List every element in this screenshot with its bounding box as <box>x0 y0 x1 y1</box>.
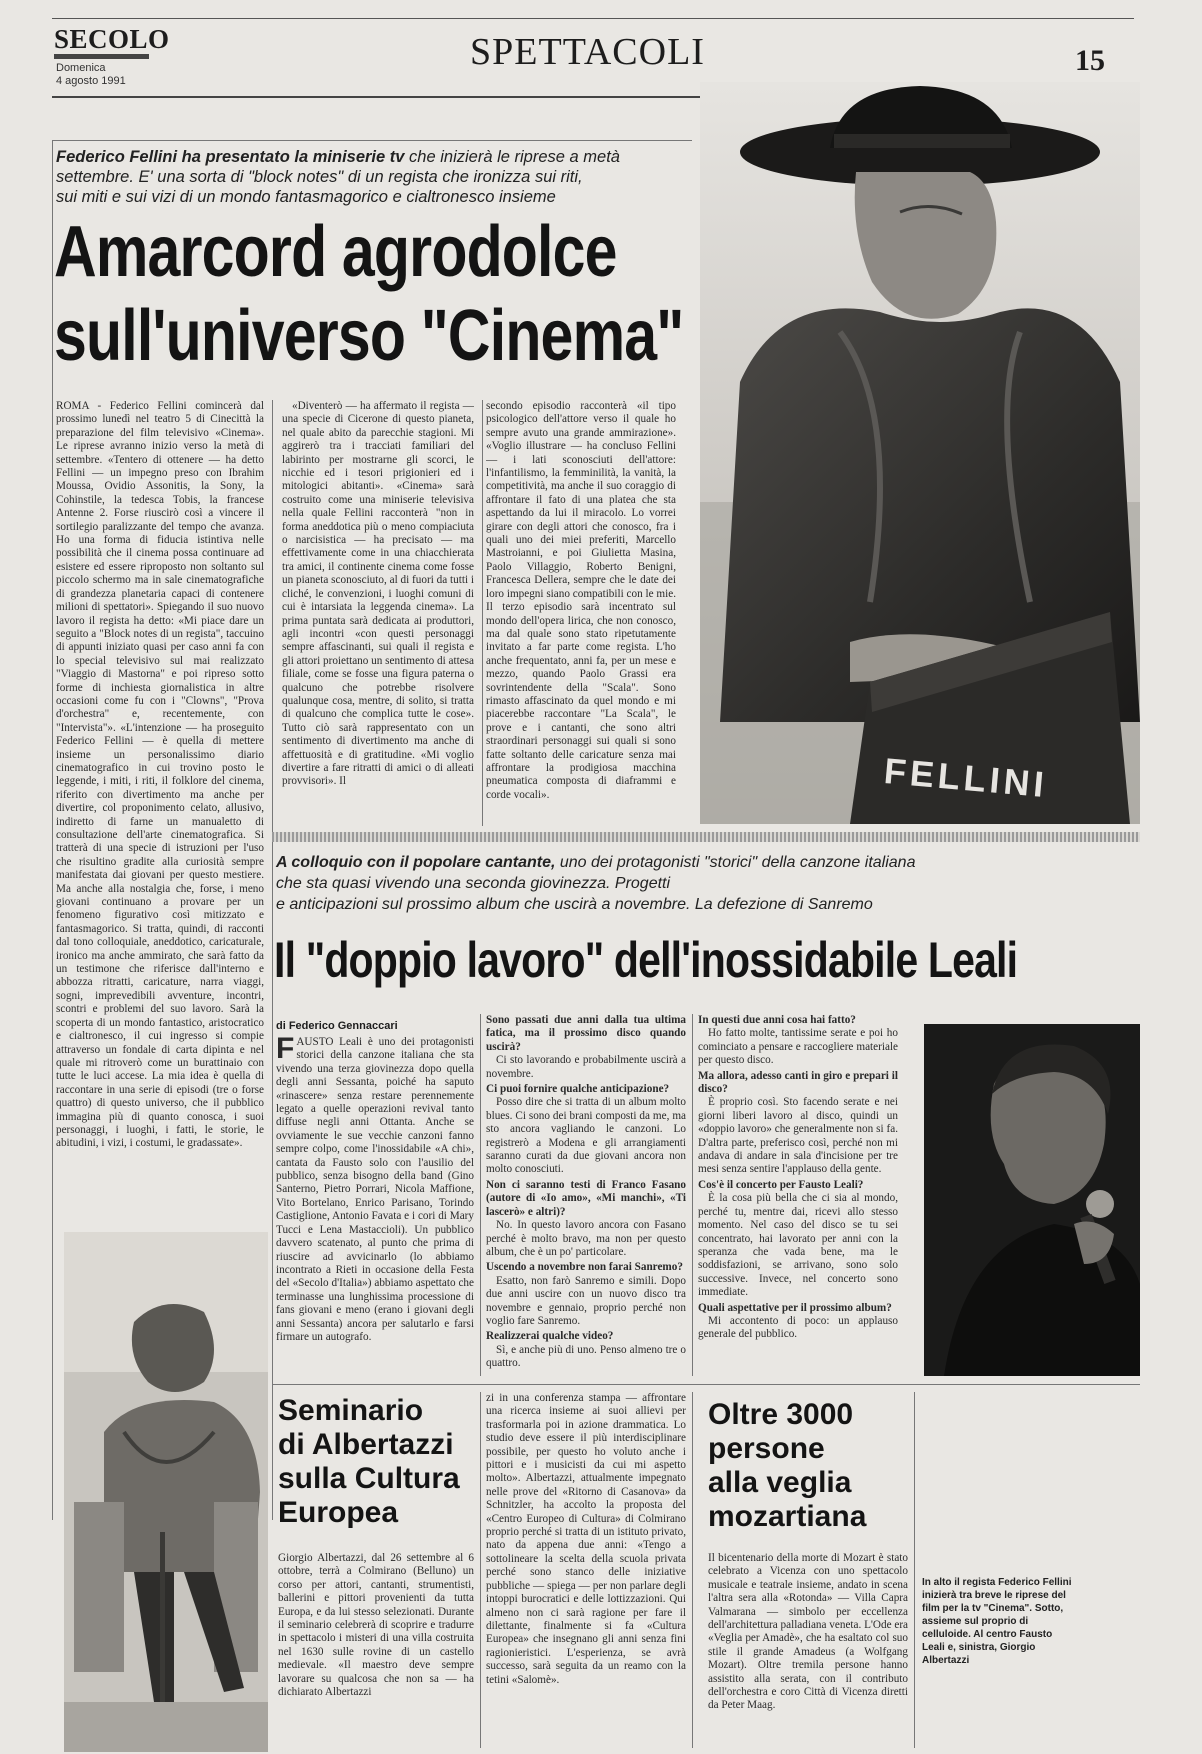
column-rule-1 <box>272 400 273 1520</box>
article3-headline-line4: Europea <box>278 1496 399 1529</box>
article2-question2: Ci puoi fornire qualche anticipazione? <box>486 1083 670 1096</box>
article2-column1 <box>276 1036 474 1376</box>
article2-column1-text: AUSTO Leali è uno dei protagonisti storici della canzone italiana che sta vivendo una terza giovinezza dopo quella degli anni Sessanta, poiché ha saputo «rinascere» senza restare perennemente legato a quelle operazioni revival tanto diffuse negli anni Ottanta. Anche se ovviamente le sue vecchie canzoni fanno sempre colpo, come l'inossidabile «A chi», cantata da Fausto solo con l'ausilio del pubblico, senza bisogno della band (Gino Santerno, Pietro Porrari, Nicola Maffione, Vito Bortelano, Enrico Parisano, Torindo Castiglione, Antonio Favata e i cori di Mary Tucci e Lena Mastaccioli). Un pubblico davvero scatenato, al punto che prima di riuscire ad avvicinarlo (lo abbiamo incontrato a Rieti in occasione della Festa del «Secolo d'Italia») abbiamo aspettato che terminasse una lunghissima processione di fans giovani e meno (erano i giovani degli anni Sessanta) ancora per salutarlo e farsi firmare un autografo. <box>276 1036 474 1343</box>
article1-column1 <box>56 400 264 1340</box>
article2-answer5: Sì, e anche più di uno. Penso almeno tre o quattro. <box>486 1343 686 1370</box>
article2-top-bar <box>272 832 1140 842</box>
article1-kicker-line3: sui miti e sui vizi di un mondo fantasmagorico e cialtronesco insieme <box>56 188 556 206</box>
article3-column1 <box>278 1552 474 1748</box>
date: 4 agosto 1991 <box>56 75 126 87</box>
article4-headline-line4: mozartiana <box>708 1500 867 1533</box>
article3-headline-line1: Seminario <box>278 1394 424 1427</box>
article1-headline-line1: Amarcord agrodolce <box>54 212 617 292</box>
article1-column3 <box>486 400 676 826</box>
article2-question1: Sono passati due anni dalla tua ultima fatica, ma il prossimo disco quando uscirà? <box>486 1014 686 1053</box>
article1-kicker-line1 <box>56 148 696 167</box>
article2-question7: Ma allora, adesso canti in giro e prepari il disco? <box>698 1069 898 1096</box>
leali-photo <box>924 1024 1140 1376</box>
article4-headline-line3: alla veglia <box>708 1466 852 1499</box>
article1-kicker-rest: che inizierà le riprese a metà <box>404 148 620 166</box>
article1-column2-text: «Diventerò — ha affermato il regista — una specie di Cicerone di questo pianeta, nel quale abito da parecchie stagioni. Mi aggirerò tra i tracciati familiari del labirinto per mostrarne gli scorci, le nicchie ed i tesori prigionieri ed i mitologici abitanti». «Cinema» sarà costruito come una miniserie televisiva nella quale Fellini racconterà "non in forma aneddotica più o meno compiaciuta o narcisistica — ha precisato — ma effettivamente come in una chiacchierata tra amici, il continente cinema come fosse un pianeta sconosciuto, al di fuori da tutti i cliché, le convenzioni, i luoghi comuni di cui è intarsiata la leggenda cinema». La prima puntata sarà dedicata ai produttori, agli incontri «con questi personaggi sempre affascinanti, sui quali il regista e gli attori proiettano un sentimento di attesa filiale, come se fosse una figura paterna o qualcuno che potrebbe risolvere qualunque cosa, mentre, di solito, si tratta di qualcuno che complica tutte le cose». Tutto ciò sarà rappresentato con un sentimento di divertimento ma anche di affettuosità e di gratitudine. «Mi voglio divertire a fare ritratti di amici o di alleati provvisori». Il <box>282 400 474 788</box>
article2-question6: In questi due anni cosa hai fatto? <box>698 1014 856 1026</box>
article2-dropcap: F <box>276 1036 295 1065</box>
newspaper-logo: SECOLO <box>54 24 170 54</box>
column-rule-3 <box>480 1014 481 1376</box>
article2-answer6: Ho fatto molte, tantissime serate e poi ho cominciato a pensare e raccogliere materiale per questo disco. <box>698 1027 898 1067</box>
article3-column2 <box>486 1392 686 1748</box>
article1-kicker-bold: Federico Fellini ha presentato la miniserie tv <box>56 148 405 166</box>
article3-headline-line2: di Albertazzi <box>278 1428 454 1461</box>
lower-stories-top-rule <box>272 1384 1140 1385</box>
left-border-rule <box>52 140 53 1520</box>
article2-question4: Uscendo a novembre non farai Sanremo? <box>486 1261 683 1274</box>
article2-question9: Quali aspettative per il prossimo album? <box>698 1301 892 1314</box>
column-rule-6 <box>692 1392 693 1748</box>
article2-answer3: No. In questo lavoro ancora con Fasano perché è molto bravo, ma non per questo album, che è un po' particolare. <box>486 1219 686 1258</box>
article2-answer7: È proprio così. Sto facendo serate e nei giorni liberi lavoro al disco, quindi un «doppio lavoro» che generalmente non si fa. D'altra parte, preferisco così, perché non mi andava di andare in sala d'incisione per tre mesi senza sentire l'applauso della gente. <box>698 1096 898 1176</box>
column-rule-7 <box>914 1392 915 1748</box>
article2-kicker-line1 <box>276 854 915 872</box>
page-number: 15 <box>1075 44 1105 77</box>
article2-answer1: Ci sto lavorando e probabilmente uscirà a novembre. <box>486 1054 686 1080</box>
article1-column1-text: ROMA - Federico Fellini comincerà dal prossimo lunedì nel teatro 5 di Cinecittà la preparazione del film televisivo «Cinema». Le riprese avranno inizio verso la metà di settembre. «Tentero di ottenere — ha detto Fellini — un impegno preso con Ibrahim Moussa, Ovidio Assonitis, la Sony, la Cohinstile, la tedesca Tobis, la francese Antenne 2. Forse riuscirò così a vincere il sortilegio paralizzante del tempo che avanza. Ho una forma di fiducia istintiva nelle possibilità che il cinema possa continuare ad esistere ed essere riproposto non soltanto sul piccolo schermo ma in sale cinematografiche di grandezza planetaria capaci di contenere milioni di spettatori». Spiegando il suo nuovo lavoro il regista ha detto: «Mi piace dare un seguito a "Block notes di un regista", taccuino di appunti iniziato quasi per caso anni fa con lo special televisivo sul mai realizzato "Viaggio di Mastorna" e poi ripreso sotto forme di inchiesta giornalistica in altre occasioni come fu con i "Clowns", "Prova d'orchestra" e, recentemente, con "Intervista"». «L'intenzione — ha proseguito Federico Fellini — è quella di mettere insieme un personalissimo diario cinematografico in cui trovino posto le leggende, i miti, i riti, il folklore del cinema, riferito con divertimento ma anche per divertire, col proponimento celato, allusivo, indiretto di farne un manualetto di consultazione dell'arte cinematografica. Si tratterà di una specie di istruzioni per l'uso che risultino gradite alla curiosità sempre manifestata dai giovani per questo mestiere. Ma anche alla nostalgia che, forse, i meno giovani continuano a provare per un fenomeno figurativo così mitizzato e fantasmagorico. Si tratta, quindi, di racconti dal tono colloquiale, aneddotico, caricaturale, ironico ma anche ammirato, che sarà fatto da un testimone che riferisce dall'interno e abbozza ritratti, caricature, narra viaggi, sogni, imprevedibili avventure, incontri, scontri e problemi del suo lavoro. Sarà la scoperta di un mondo fantastico, aristocratico e cialtronesco, il cui ingresso si compie attraverso un fondale di carta dipinta e nel quale mi ritroverò come un burattinaio con tutte le luci accese. La mia idea è quella di raccontare in una serie di episodi (tre o forse quattro) di questo universo, che il pubblico immagina più di quanto conosca, i suoi personaggi, i luoghi, i fatti, le storie, le abitudini, i vizi, i costumi, le gradassate». <box>56 400 264 1150</box>
article2-kicker-rest: uno dei protagonisti "storici" della canzone italiana <box>555 854 916 871</box>
article1-column2 <box>282 400 474 826</box>
article4-headline-line1: Oltre 3000 <box>708 1398 854 1431</box>
article1-top-rule <box>52 140 692 141</box>
column-rule-4 <box>692 1014 693 1376</box>
article2-question5: Realizzerai qualche video? <box>486 1330 614 1343</box>
article2-question8: Cos'è il concerto per Fausto Leali? <box>698 1178 864 1191</box>
albertazzi-photo-art <box>64 1232 268 1752</box>
fellini-photo <box>700 82 1140 824</box>
masthead-top-rule <box>52 18 1134 19</box>
logo-underline <box>54 54 149 59</box>
article2-kicker-bold: A colloquio con il popolare cantante, <box>276 854 556 871</box>
article2-kicker-line3: e anticipazioni sul prossimo album che uscirà a novembre. La defezione di Sanremo <box>276 896 873 913</box>
article3-column1-text: Giorgio Albertazzi, dal 26 settembre al 6 ottobre, terrà a Colmirano (Belluno) un corso per attori, cantanti, strumentisti, ballerini e pittori provenienti da tutta Europa, e da lui stesso selezionati. Durante il seminario celebrerà di scoprire e tradurre in spettacolo i misteri di una villa costruita nel 1630 sulle rovine di un castello medievale. «Il maestro deve sempre lavorare su qualcosa che non sa — ha dichiarato Albertazzi <box>278 1552 474 1699</box>
photo-caption: In alto il regista Federico Fellini inizierà tra breve le riprese del film per la tv "Cinema". Sotto, assieme sul proprio di celluloide. Al centro Fausto Leali e, sinistra, Giorgio Albertazzi <box>922 1577 1072 1666</box>
column-rule-5 <box>480 1392 481 1748</box>
article3-column2-text: zi in una conferenza stampa — affrontare una ricerca insieme ai suoi allievi per trasformarla poi in azione drammatica. Lo studio deve essere il più interdisciplinare possibile, per questo ho voluto anche i pittori e i musicisti da cui mi aspetto molto». Albertazzi, attualmente impegnato nelle prove del «Ritorno di Casanova» da Schnitzler, ha accolto la proposta del «Centro Europeo di Cultura» di Colmirano proprio perché si tratta di un istituto privato, nato da appena due anni: «Tengo a sottolineare la scelta della scuola privata perché sono stanco delle iniziative pubbliche — spiega — per non parlare degli intoppi burocratici e delle lottizzazioni. Qui almeno non ci sarà ragione per fare il dilettante, finalmente si fa «Cultura Europea» che insegnano gli anni senza fini ragionieristici. L'esperienza, se avrà successo, sarà seguita da un reamo con la tetini «Salomè». <box>486 1392 686 1686</box>
article2-column3 <box>698 1014 898 1376</box>
article2-byline: di Federico Gennaccari <box>276 1020 398 1032</box>
article2-answer9: Mi accontento di poco: un applauso generale del pubblico. <box>698 1314 898 1341</box>
date-day: Domenica <box>56 62 106 74</box>
albertazzi-photo <box>64 1232 268 1752</box>
article4-column1 <box>708 1552 908 1748</box>
leali-photo-art <box>924 1024 1140 1376</box>
article2-column2 <box>486 1014 686 1376</box>
article2-headline: Il "doppio lavoro" dell'inossidabile Leali <box>274 932 1018 988</box>
article4-headline-line2: persone <box>708 1432 825 1465</box>
article2-answer4: Esatto, non farò Sanremo e simili. Dopo due anni uscire con un nuovo disco tra novembre e gennaio, proprio perché non voglio fare Sanremo. <box>486 1274 686 1327</box>
article3-headline-line3: sulla Cultura <box>278 1462 460 1495</box>
section-title: SPETTACOLI <box>470 31 705 73</box>
fellini-photo-art <box>700 82 1140 824</box>
article2-question3: Non ci saranno testi di Franco Fasano (autore di «Io amo», «Mi manchi», «Ti lascerò» e altri)? <box>486 1178 686 1218</box>
chair-label: FELLINI <box>882 750 1050 806</box>
column-rule-2 <box>482 400 483 826</box>
article1-headline-line2: sull'universo "Cinema" <box>54 296 684 376</box>
article1-column3-text: secondo episodio racconterà «il tipo psicologico dell'attore verso il quale ho sempre avuto una grande ammirazione». «Voglio illustrare — ha concluso Fellini — i lati sconosciuti dell'attore: l'infantilismo, la femminilità, la vanità, la competitività, ma anche il suo coraggio di affrontare il fato di una platea che sta aspettando da lui il miracolo. Lo vorrei girare con degli attori che conosco, fra i quali uno dei miei preferiti, Marcello Mastroianni, e poi Giulietta Masina, Paolo Villaggio, Roberto Benigni, Francesca Dellera, sempre che le date dei loro impegni siano compatibili con le mie. Il terzo episodio sarà incentrato sul mondo dell'opera lirica, che non conosco, ma dal quale sono stato ripetutamente invitato a far parte come regista. L'ho anche frequentato, anni fa, per un mese e mezzo, quando Paolo Grassi era sovrintendente della "Scala". Sono rimasto affascinato da quel mondo e mi piacerebbe raccontare "La Scala", le prove e i cantanti, che sono altri straordinari personaggi sui quali si sono fatte soltanto delle caricature senza mai affrontare la prodigiosa macchina pneumatica composta di diaframmi e corde vocali». <box>486 400 676 801</box>
article2-kicker-line2: che sta quasi vivendo una seconda giovinezza. Progetti <box>276 875 671 892</box>
article2-answer2: Posso dire che si tratta di un album molto blues. Ci sono dei brani composti da me, ma sto ancora vagliando le canzoni. Lo registrerò a Modena e gli arrangiamenti saranno curati da due giovani ancora non molto conosciuti. <box>486 1096 686 1176</box>
article4-column1-text: Il bicentenario della morte di Mozart è stato celebrato a Vicenza con uno spettacolo musicale e teatrale insieme, andato in scena l'altra sera alla «Rotonda» — Villa Capra Valmarana — simbolo per eccellenza dell'architettura palladiana veneta. L'Ode era «Veglia per Amadè», che ha esaltato col suo stile il grande Amadeus (a Wolfgang Mozart). Oltre tremila persone hanno assistito alla serata, con il contributo dell'orchestra e coro Città di Vicenza diretti da Peter Maag. <box>708 1552 908 1712</box>
article2-answer8: È la cosa più bella che ci sia al mondo, perché tu, mentre dai, ricevi allo stesso momento. Nel caso del disco se tu sei concentrato, hai lavorato per anni con la speranza che vada bene, ma le soddisfazioni, se arrivano, sono solo successive. Invece, nel concerto sono immediate. <box>698 1192 898 1299</box>
article1-kicker-line2: settembre. E' una sorta di "block notes" di un regista che ironizza sui riti, <box>56 168 583 186</box>
